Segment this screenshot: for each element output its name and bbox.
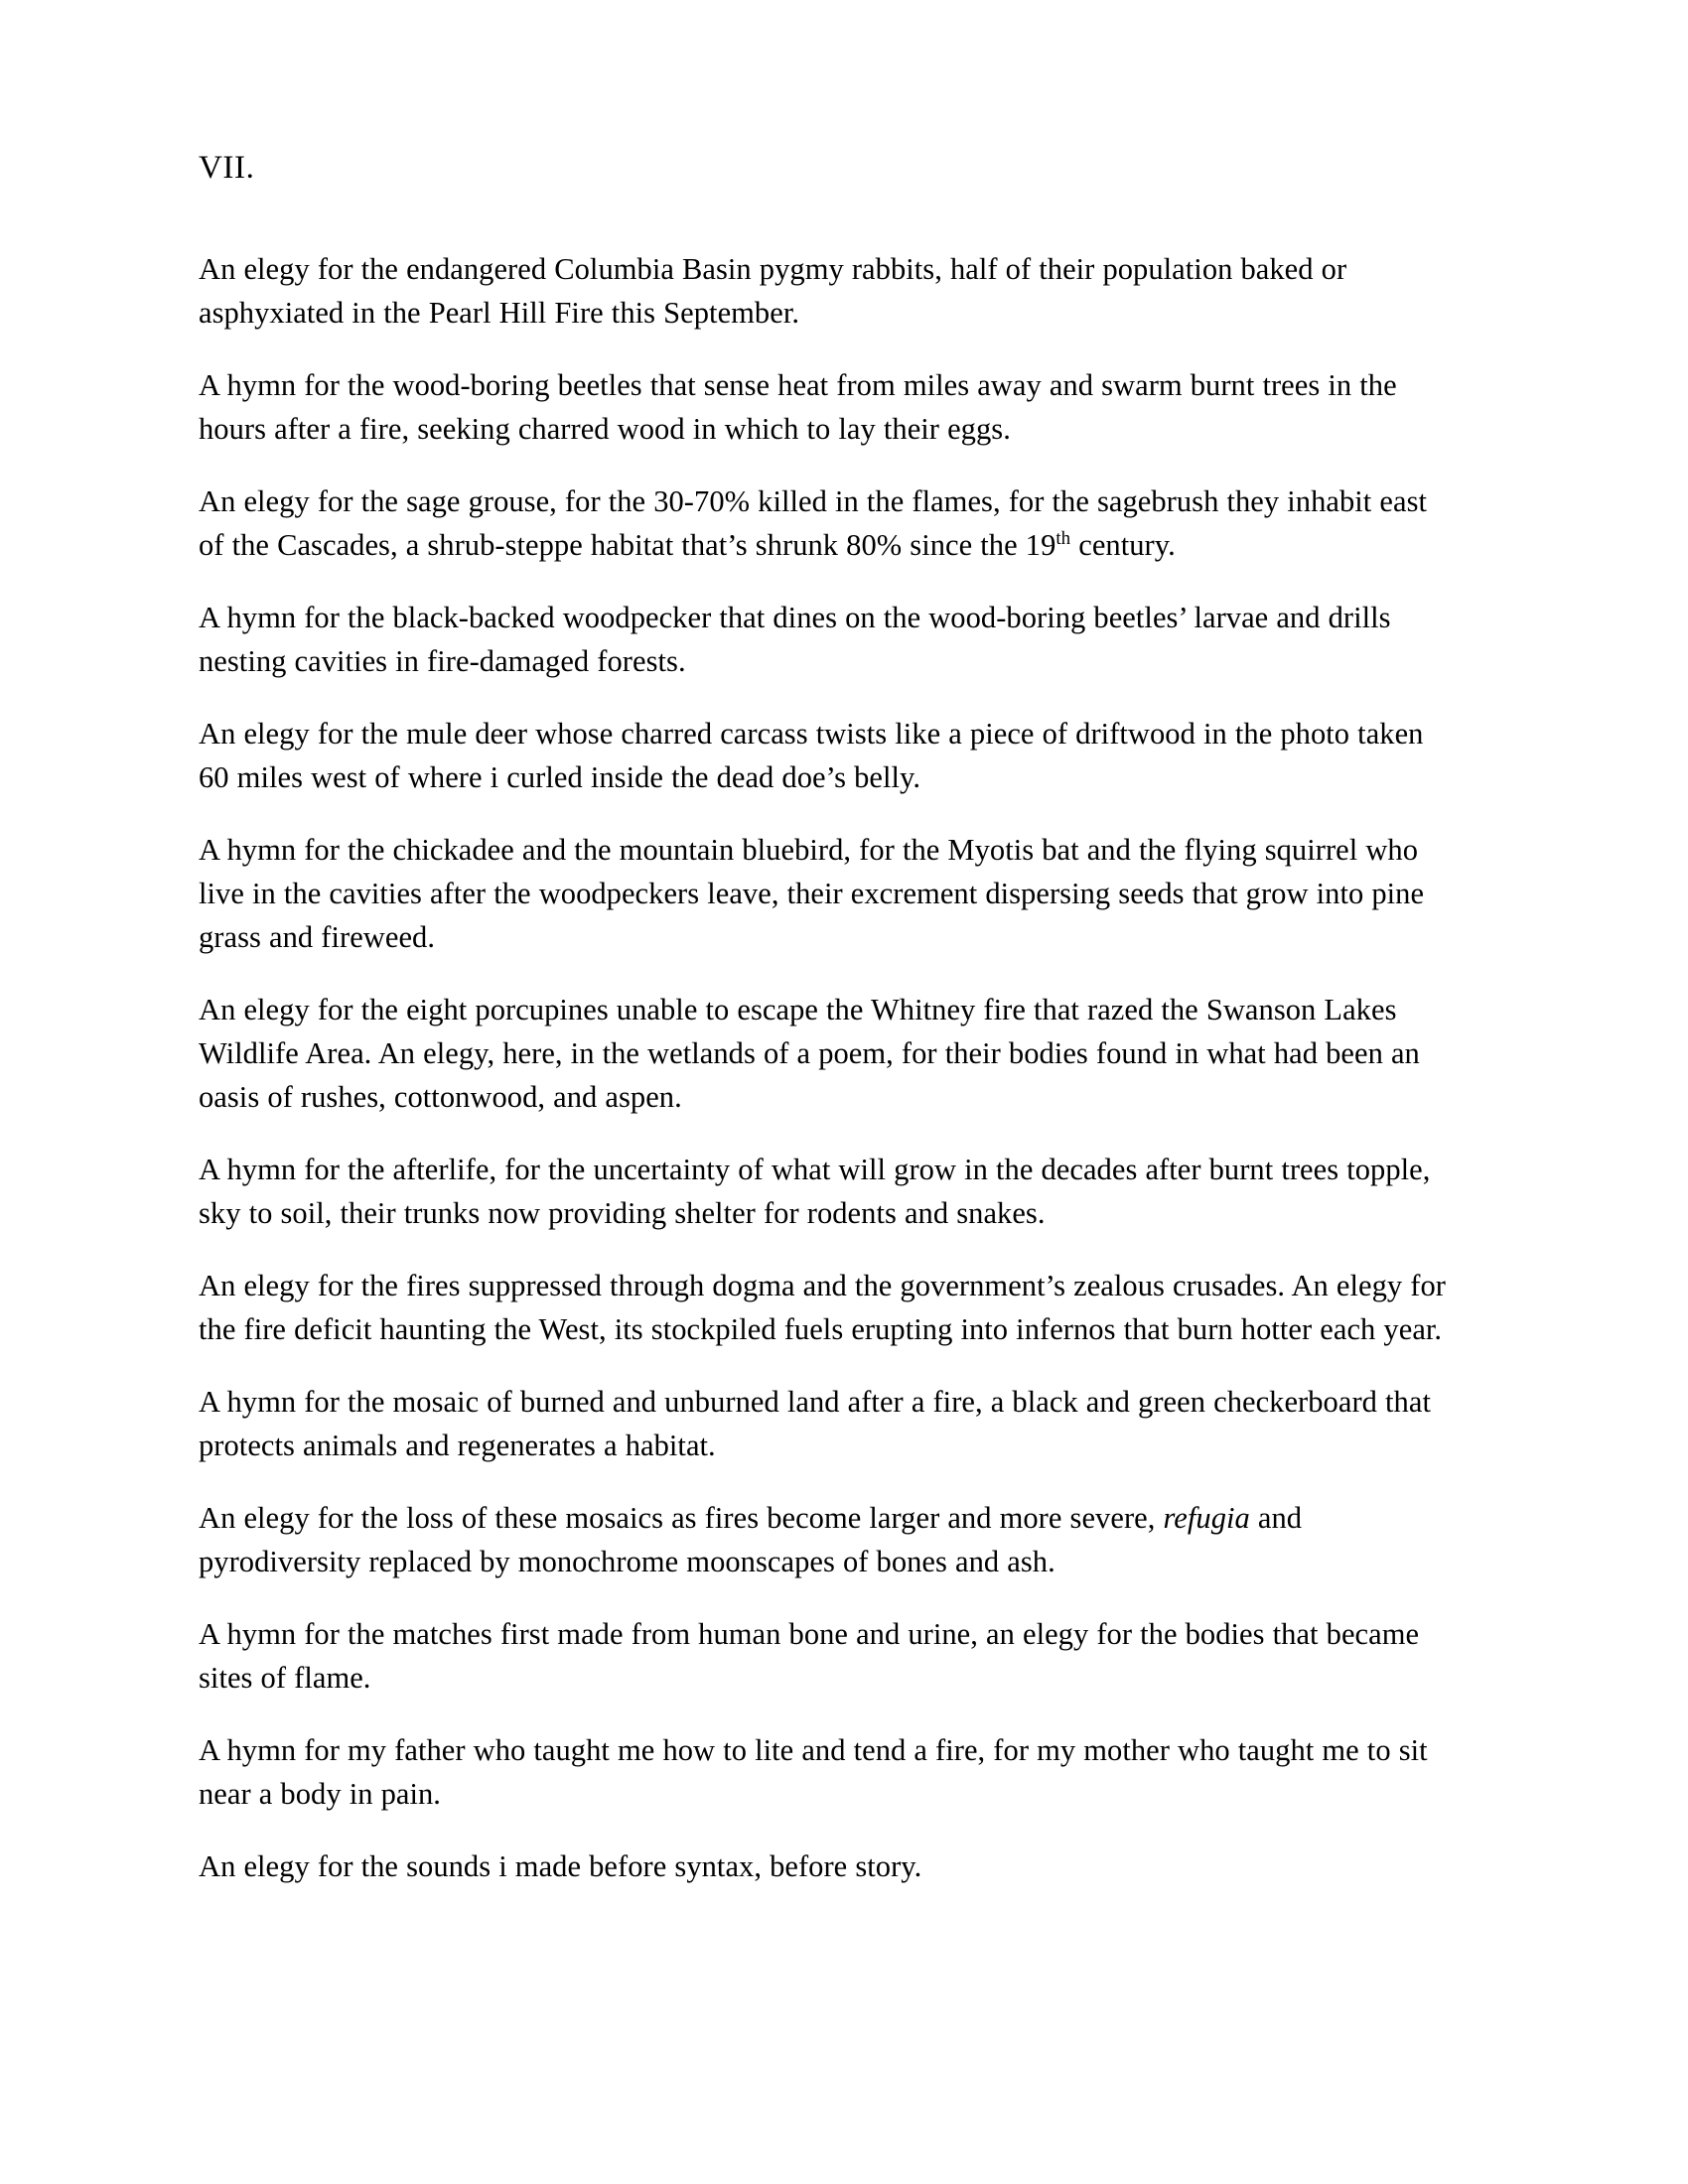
paragraph-11-text-before-italic: An elegy for the loss of these mosaics as fires become larger and more severe, bbox=[199, 1500, 1164, 1535]
paragraph-11 bbox=[199, 1496, 1455, 1583]
paragraph-3 bbox=[199, 479, 1455, 567]
page-content-column bbox=[199, 149, 1489, 1888]
paragraph-14: An elegy for the sounds i made before syntax, before story. bbox=[199, 1848, 922, 1883]
paragraph-12: A hymn for the matches first made from human bone and urine, an elegy for the bodies that became sites of flame. bbox=[199, 1616, 1420, 1695]
paragraph-9: An elegy for the fires suppressed through dogma and the government’s zealous crusades. An elegy for the fire deficit haunting the West, its stockpiled fuels erupting into infernos that burn hotter each year. bbox=[199, 1268, 1447, 1346]
paragraph-5: An elegy for the mule deer whose charred carcass twists like a piece of driftwood in the photo taken 60 miles west of where i curled inside the dead doe’s belly. bbox=[199, 716, 1424, 794]
paragraph-3-text-before-superscript: An elegy for the sage grouse, for the 30-70% killed in the flames, for the sagebrush they inhabit east of the Cascades, a shrub-steppe habitat that’s shrunk 80% since the 19 bbox=[199, 483, 1428, 562]
paragraph-6: A hymn for the chickadee and the mountain bluebird, for the Myotis bat and the flying squirrel who live in the cavities after the woodpeckers leave, their excrement dispersing seeds that grow into pine grass and fireweed. bbox=[199, 832, 1425, 954]
paragraph-13: A hymn for my father who taught me how to lite and tend a fire, for my mother who taught me to sit near a body in pain. bbox=[199, 1732, 1428, 1811]
document-body bbox=[199, 247, 1455, 1888]
paragraph-10: A hymn for the mosaic of burned and unburned land after a fire, a black and green checkerboard that protects animals and regenerates a habitat. bbox=[199, 1384, 1431, 1462]
paragraph-3-text-after-superscript: century. bbox=[1070, 527, 1176, 562]
ordinal-superscript: th bbox=[1055, 527, 1071, 549]
italic-term-refugia: refugia bbox=[1163, 1500, 1250, 1535]
paragraph-2: A hymn for the wood-boring beetles that sense heat from miles away and swarm burnt trees in the hours after a fire, seeking charred wood in which to lay their eggs. bbox=[199, 367, 1397, 446]
section-title: VII. bbox=[199, 150, 255, 186]
paragraph-1: An elegy for the endangered Columbia Basin pygmy rabbits, half of their population baked or asphyxiated in the Pearl Hill Fire this September. bbox=[199, 251, 1347, 330]
paragraph-11-text-after-italic: and pyrodiversity replaced by monochrome moonscapes of bones and ash. bbox=[199, 1500, 1303, 1578]
paragraph-8: A hymn for the afterlife, for the uncertainty of what will grow in the decades after burnt trees topple, sky to soil, their trunks now providing shelter for rodents and snakes. bbox=[199, 1152, 1431, 1230]
paragraph-4: A hymn for the black-backed woodpecker that dines on the wood-boring beetles’ larvae and drills nesting cavities in fire-damaged forests. bbox=[199, 600, 1391, 678]
paragraph-7: An elegy for the eight porcupines unable to escape the Whitney fire that razed the Swanson Lakes Wildlife Area. An elegy, here, in the wetlands of a poem, for their bodies found in what had been an oasis of rushes, cottonwood, and aspen. bbox=[199, 992, 1420, 1114]
